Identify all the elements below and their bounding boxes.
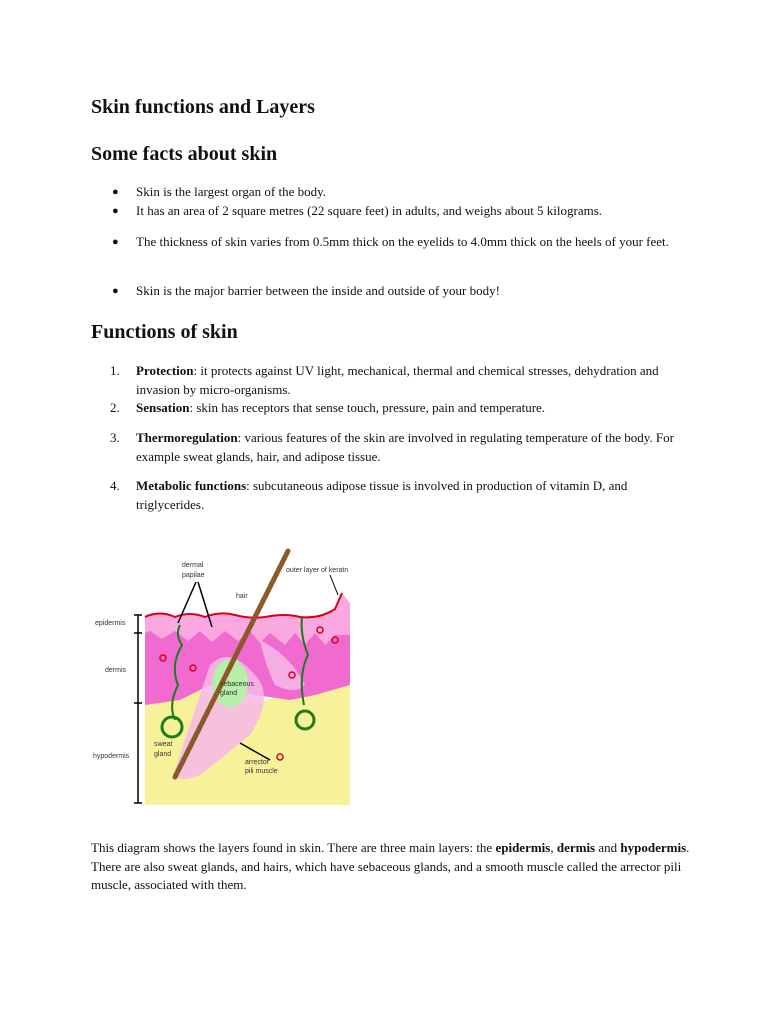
term-metabolic-functions: Metabolic functions <box>136 478 247 493</box>
label-dermis: dermis <box>105 667 127 674</box>
label-sweat: sweat <box>154 741 173 748</box>
term-protection: Protection <box>136 363 194 378</box>
label-sebaceous: sebaceous <box>220 681 254 688</box>
label-papilae: papilae <box>182 572 205 579</box>
page-title: Skin functions and Layers <box>91 96 315 118</box>
diagram-description: This diagram shows the layers found in skin. There are three main layers: the epidermis, dermis and hypodermis. There are also sweat glands, and hairs, which have sebaceous glands, and a smooth muscle called the arrector pili muscle, associated with them. <box>91 840 690 892</box>
arrow-keratin <box>330 575 338 595</box>
section-heading-functions: Functions of skin <box>91 321 238 343</box>
label-arrector: arrector <box>245 759 270 766</box>
bullet-icon: ● <box>112 186 119 198</box>
label-dermal: dermal <box>182 562 204 569</box>
bullet-icon: ● <box>112 205 119 217</box>
section-heading-facts: Some facts about skin <box>91 143 278 165</box>
document-page: Skin functions and Layers Some facts about skin ● Skin is the largest organ of the body. ● It has an area of 2 square metres (22 square feet) in adults, and weighs about 5 kilograms. ● The thickness of skin varies from 0.5mm thick on the eyelids to 4.0mm thick on the heels of your feet. ● Skin is the major barrier between the inside and outside of your body! Functions of skin 1. Protection: it protects against UV light, mechanical, thermal and chemical stresses, dehydration and invasion by micro-organisms. 2. Sensation: skin has receptors that sense touch, pressure, pain and temperature. 3. Thermoregulation: various features of the skin are involved in regulating temperature of the body. For example sweat glands, hair, and adipose tissue. 4. Metabolic functions: subcutaneous adipose tissue is involved in production of vitamin D, and triglycerides. dermal papilae outer layer of keratn hair epidermis dermis hypodermis sebaceous gland sweat gland arrector pili muscle This diagram shows the layers found in skin. There are three main layers: the epidermis, dermis and hypodermis. There are also sweat glands, and hairs, which have sebaceous glands, and a smooth muscle called the arrector pili muscle, associated with them. <box>0 0 768 1024</box>
bullet-icon: ● <box>112 236 119 248</box>
label-sweat-gland: gland <box>154 751 172 758</box>
label-hair: hair <box>236 593 248 600</box>
label-epidermis: epidermis <box>95 620 126 627</box>
label-hypodermis: hypodermis <box>93 753 130 760</box>
term-thermoregulation: Thermoregulation <box>136 430 238 445</box>
term-sensation: Sensation <box>136 400 190 415</box>
label-sebaceous-gland: gland <box>220 690 238 697</box>
label-outer-layer: outer layer of keratn <box>286 567 349 574</box>
bullet-icon: ● <box>112 285 119 297</box>
label-arrector-pili: pili muscle <box>245 768 278 775</box>
skin-layers-diagram <box>90 545 370 810</box>
